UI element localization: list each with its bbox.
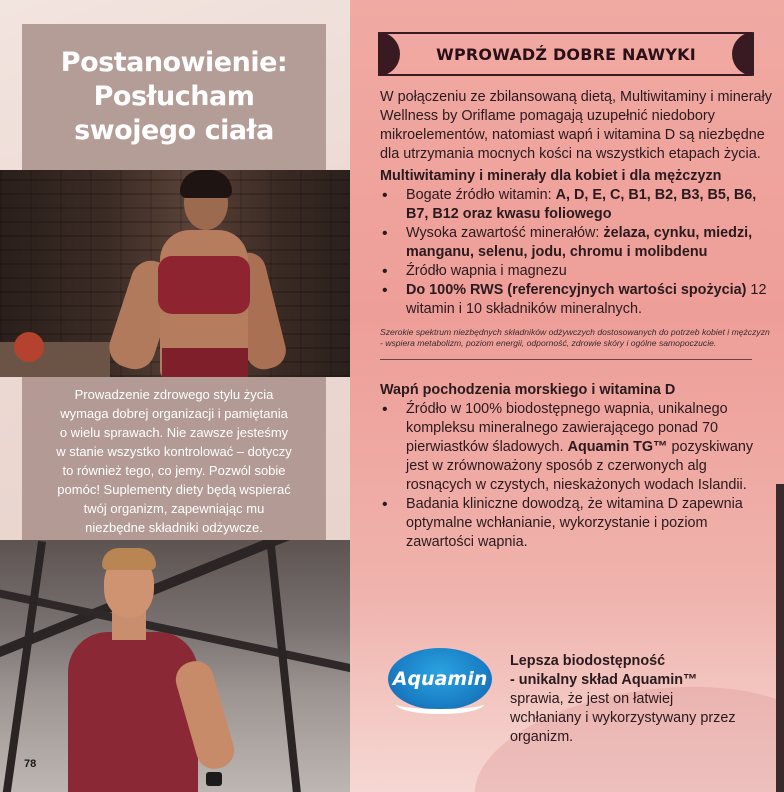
man-photo <box>0 540 350 792</box>
body-line: Prowadzenie zdrowego stylu życia <box>74 387 274 402</box>
medicine-ball <box>14 332 44 362</box>
body-line: wymaga dobrej organizacji i pamiętania <box>60 406 288 421</box>
body-line: niezbędne składniki odżywcze. <box>85 520 263 535</box>
aquamin-claim-2: - unikalny skład Aquamin™ <box>510 672 698 688</box>
list-item: • Do 100% RWS (referencyjnych wartości spożycia) 12 witamin i 10 składników mineralnych. <box>380 281 772 319</box>
title-line-2: Posłucham <box>93 81 255 112</box>
page-title <box>61 46 287 148</box>
section-title-multivitamins: Multiwitaminy i minerały dla kobiet i dla mężczyzn <box>380 168 722 184</box>
divider <box>380 359 752 360</box>
edge-strip <box>776 484 784 792</box>
list-item: • Bogate źródło witamin: A, D, E, C, B1, B2, B3, B5, B6, B7, B12 oraz kwasu foliowego <box>380 186 772 224</box>
body-line: to również tego, co jemy. Pozwól sobie <box>62 463 286 478</box>
intro-paragraph: W połączeniu ze zbilansowaną dietą, Multiwitaminy i minerały Wellness by Oriflame pomagają uzupełnić niedobory mikroelementów, natomiast wapń i witamina D są niezbędne dla utrzymania mocnych kości na wszystkich etapach życia. <box>380 89 772 162</box>
body-line: twój organizm, zapewniając mu <box>83 501 265 516</box>
title-line-1: Postanowienie: <box>60 47 288 78</box>
body-line: w stanie wszystko kontrolować – dotyczy <box>56 444 292 459</box>
page-number: 78 <box>24 758 37 770</box>
multivitamin-list <box>380 186 772 319</box>
section-title-calcium: Wapń pochodzenia morskiego i witamina D <box>380 382 676 398</box>
watch-icon <box>206 772 222 786</box>
banner-title: WPROWADŹ DOBRE NAWYKI <box>436 44 696 64</box>
intro-text-box <box>22 377 326 540</box>
aquamin-description <box>510 652 740 747</box>
aquamin-logo <box>388 648 492 720</box>
aquamin-claim-1: Lepsza biodostępność <box>510 653 666 669</box>
footnote: Szerokie spektrum niezbędnych składników odżywczych dostosowanych do potrzeb kobiet i mężczyzn - wspiera metabolizm, poziom energii, odporność, zdrowie skóry i ogólne samopoczucie. <box>380 327 770 348</box>
body-line: pomóc! Suplementy diety będą wspierać <box>57 482 291 497</box>
calcium-list <box>380 400 772 552</box>
list-item: • Źródło w 100% biodostępnego wapnia, unikalnego kompleksu mineralnego zawierającego ponad 70 pierwiastków śladowych. Aquamin TG™ pozyskiwany jest w zrównoważony sposób z czerwonych alg rosnących w czystych, nieskażonych wodach Islandii. <box>380 400 772 495</box>
banner-cap-right <box>732 32 754 76</box>
list-item: • Wysoka zawartość minerałów: żelaza, cynku, miedzi, manganu, selenu, jodu, chromu i molibdenu <box>380 224 772 262</box>
banner-cap-left <box>378 32 400 76</box>
body-line: o wielu sprawach. Nie zawsze jesteśmy <box>59 425 289 440</box>
logo-text: Aquamin <box>392 668 488 690</box>
woman-photo <box>0 170 350 377</box>
title-line-3: swojego ciała <box>74 115 274 146</box>
title-box <box>22 24 326 170</box>
list-item: • Badania kliniczne dowodzą, że witamina D zapewnia optymalne wchłanianie, wykorzystanie i poziom zawartości wapnia. <box>380 495 772 552</box>
section-banner <box>380 32 752 76</box>
aquamin-claim-rest: sprawia, że jest on łatwiej wchłaniany i wykorzystywany przez organizm. <box>510 691 736 745</box>
main-content <box>380 88 772 552</box>
list-item: • Źródło wapnia i magnezu <box>380 262 772 281</box>
